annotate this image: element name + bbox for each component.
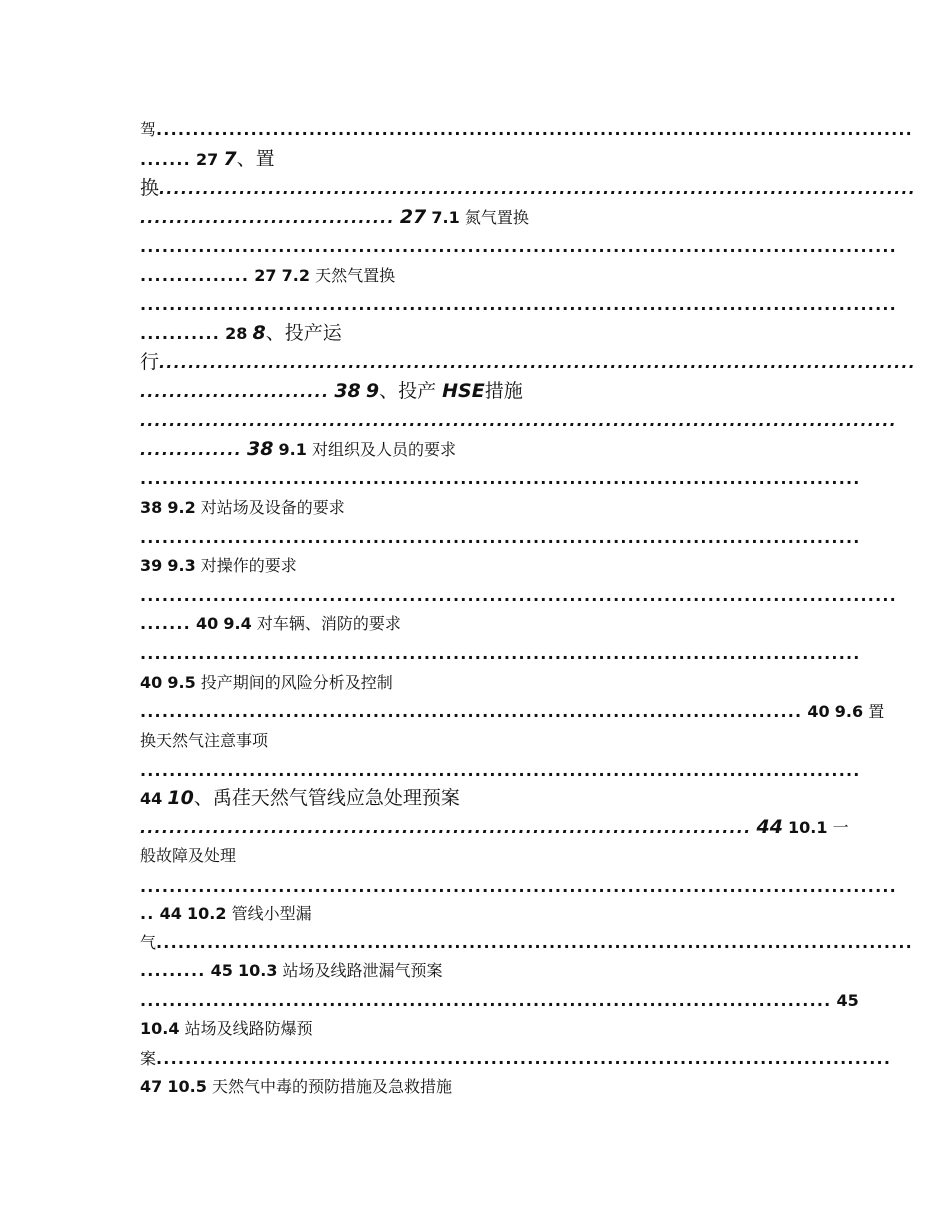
toc-line — [140, 294, 897, 318]
toc-section-number: 7.1 — [431, 208, 460, 227]
toc-line — [140, 932, 913, 956]
toc-page-number: 47 — [140, 1077, 163, 1096]
toc-page-number: 45 — [836, 991, 859, 1010]
toc-section-title: 站场及线路泄漏气预案 — [282, 961, 443, 980]
toc-line — [140, 206, 810, 230]
toc-section-title: 站场及线路防爆预 — [184, 1019, 313, 1038]
toc-page-number: 38 — [334, 380, 361, 402]
toc-section-number: 9.6 — [834, 702, 864, 721]
toc-leader-dots: .. — [140, 904, 155, 923]
toc-line — [140, 119, 913, 143]
toc-prefix: 气 — [140, 933, 157, 952]
toc-section-title: 置 — [868, 702, 885, 721]
toc-section-number: 10 — [167, 787, 194, 809]
toc-leader-dots: ............................................................................................... — [140, 991, 832, 1010]
toc-line — [140, 876, 897, 900]
toc-line — [140, 730, 810, 754]
toc-page-number: 44 — [756, 816, 783, 838]
toc-page-number: 40 — [196, 614, 219, 633]
toc-section-title: 、投产运 — [265, 322, 342, 344]
toc-line — [140, 1048, 892, 1072]
toc-line — [140, 960, 810, 984]
toc-section-number: 9.2 — [167, 498, 196, 517]
toc-leader-dots: ........................................................................................................ — [159, 179, 916, 198]
toc-section-title: 、置 — [236, 148, 275, 170]
toc-line — [140, 438, 810, 462]
toc-section-number: 8 — [252, 322, 266, 344]
toc-leader-dots: ................................................................................................... — [140, 644, 861, 663]
toc-page-number: 28 — [225, 324, 248, 343]
toc-section-title: 天然气中毒的预防措施及急救措施 — [211, 1077, 452, 1096]
toc-section-number: 9.5 — [167, 673, 196, 692]
toc-leader-dots: .................................................................................... — [140, 818, 752, 837]
toc-line — [140, 643, 861, 667]
toc-section-number: 10.3 — [237, 961, 278, 980]
toc-leader-dots: ........................................................................................................ — [140, 586, 897, 605]
toc-section-number: 9.1 — [278, 440, 307, 459]
toc-leader-dots: ........... — [140, 324, 221, 343]
toc-line — [140, 787, 810, 811]
toc-line — [140, 351, 916, 375]
toc-leader-dots: ........................................................................................................ — [159, 353, 916, 372]
toc-line — [140, 760, 861, 784]
toc-section-title: 对组织及人员的要求 — [311, 440, 456, 459]
toc-page-number: 40 — [140, 673, 163, 692]
toc-section-number: 10.4 — [140, 1019, 180, 1038]
toc-line — [140, 990, 859, 1014]
toc-page-number: 27 — [254, 266, 277, 285]
toc-leader-dots: ..................................................................................................... — [156, 1049, 892, 1068]
toc-line — [140, 1076, 810, 1100]
toc-section-number: 10.2 — [187, 904, 227, 923]
toc-leader-dots: ........................................................................................................ — [140, 295, 897, 314]
toc-page-number: 44 — [159, 904, 182, 923]
toc-page-number: 45 — [210, 961, 233, 980]
toc-page-number: 44 — [140, 789, 163, 808]
toc-prefix: 换 — [140, 177, 160, 199]
toc-line — [140, 380, 810, 404]
toc-line — [140, 410, 897, 434]
toc-section-number: 9.3 — [167, 556, 196, 575]
toc-section-title: 对车辆、消防的要求 — [256, 614, 401, 633]
toc-line — [140, 527, 861, 551]
toc-leader-dots: ................................................................................................... — [140, 761, 861, 780]
toc-line — [140, 177, 916, 201]
toc-section-title: 管线小型漏 — [231, 904, 312, 923]
toc-section-number: 10.5 — [167, 1077, 207, 1096]
toc-line — [140, 265, 810, 289]
toc-line — [140, 236, 897, 260]
toc-page-number: 27 — [399, 206, 427, 228]
toc-prefix: 行 — [140, 351, 160, 373]
toc-section-title: 一 — [832, 818, 849, 837]
toc-leader-dots: ........................................................................................................ — [140, 237, 897, 256]
toc-page-number: 39 — [140, 556, 163, 575]
toc-section-number: 10.1 — [788, 818, 828, 837]
toc-leader-dots: ........................................................................................................ — [140, 411, 897, 430]
toc-leader-dots: ................................... — [140, 208, 395, 227]
toc-section-title: 投产期间的风险分析及控制 — [200, 673, 393, 692]
toc-line — [140, 903, 810, 927]
toc-leader-dots: ........................................................................................... — [140, 702, 803, 721]
toc-section-title: 、投产 — [379, 380, 443, 402]
toc-prefix: 案 — [140, 1049, 157, 1068]
toc-section-title: 天然气置换 — [315, 266, 396, 285]
toc-page-number: 27 — [196, 150, 219, 169]
toc-line — [140, 816, 849, 840]
toc-line — [140, 845, 810, 869]
toc-leader-dots: ................................................................................................... — [140, 469, 861, 488]
toc-line — [140, 555, 810, 579]
toc-line — [140, 585, 897, 609]
toc-leader-dots: ........................................................................................................ — [156, 120, 913, 139]
toc-hse-label: HSE — [442, 380, 485, 402]
toc-line — [140, 672, 810, 696]
toc-page-number: 38 — [247, 438, 274, 460]
toc-leader-dots: .............. — [140, 440, 242, 459]
toc-section-title: 般故障及处理 — [140, 846, 237, 865]
toc-section-number: 7 — [223, 148, 237, 170]
toc-line — [140, 701, 885, 725]
toc-leader-dots: ............... — [140, 266, 250, 285]
toc-section-number: 7.2 — [281, 266, 310, 285]
toc-line — [140, 322, 810, 346]
toc-leader-dots: ....... — [140, 614, 191, 633]
toc-section-title: 对操作的要求 — [200, 556, 297, 575]
toc-line — [140, 148, 810, 172]
toc-section-title: 、禹荏天然气管线应急处理预案 — [193, 787, 460, 809]
toc-leader-dots: ....... — [140, 150, 191, 169]
toc-section-title: 氮气置换 — [464, 208, 529, 227]
toc-section-title-end: 措施 — [484, 380, 523, 402]
toc-leader-dots: .......................... — [140, 382, 330, 401]
toc-page-number: 40 — [807, 702, 830, 721]
toc-line — [140, 468, 861, 492]
toc-prefix: 驾 — [140, 120, 157, 139]
toc-leader-dots: ................................................................................................... — [140, 528, 861, 547]
toc-section-number: 9 — [365, 380, 380, 402]
toc-section-title: 对站场及设备的要求 — [200, 498, 345, 517]
toc-leader-dots: ........................................................................................................ — [156, 933, 913, 952]
toc-line — [140, 1018, 810, 1042]
toc-leader-dots: ......... — [140, 961, 206, 980]
toc-line — [140, 497, 810, 521]
toc-leader-dots: ........................................................................................................ — [140, 877, 897, 896]
toc-section-title: 换天然气注意事项 — [140, 731, 269, 750]
toc-section-number: 9.4 — [223, 614, 252, 633]
toc-page-number: 38 — [140, 498, 163, 517]
toc-line — [140, 613, 810, 637]
